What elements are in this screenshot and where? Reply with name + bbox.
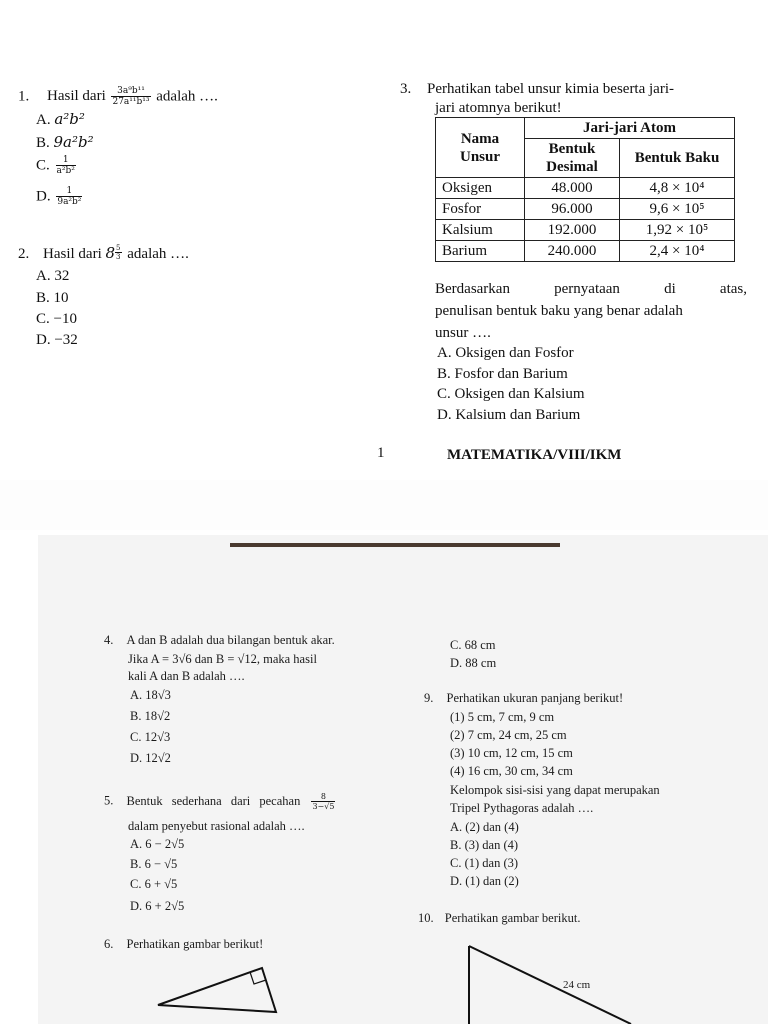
fraction-denominator: 27a¹¹b¹³ xyxy=(112,97,150,108)
question-2 xyxy=(18,244,189,264)
question-3-stem xyxy=(435,280,747,342)
question-5-line2: dalam penyebut rasional adalah …. xyxy=(128,819,305,833)
fraction-numerator: 8 xyxy=(311,792,335,802)
question-prefix: Hasil dari xyxy=(43,246,102,262)
option-label: D. xyxy=(36,188,51,205)
question-3-line2: jari atomnya berikut! xyxy=(435,100,562,116)
option-text: 6 − 2√5 xyxy=(145,837,185,851)
stem-line: unsur …. xyxy=(435,324,491,341)
option-fraction xyxy=(56,155,76,177)
question-9-line1: Kelompok sisi-sisi yang dapat merupakan xyxy=(450,783,660,797)
standard-value: 1,92 × 10⁵ xyxy=(620,220,735,241)
question-10 xyxy=(418,910,580,926)
option-text: (2) dan (4) xyxy=(465,820,519,834)
option-label: C. xyxy=(36,311,50,327)
decimal-value: 48.000 xyxy=(525,178,620,199)
option-text: 68 cm xyxy=(464,638,496,652)
column-header-decimal: Bentuk Desimal xyxy=(525,139,620,178)
q4-option-b[interactable] xyxy=(130,708,170,724)
question-line: Perhatikan tabel unsur kimia beserta jari- xyxy=(427,81,674,97)
table-row xyxy=(436,241,735,262)
q9-item: (3) 10 cm, 12 cm, 15 cm xyxy=(450,746,573,760)
option-label: D. xyxy=(130,899,143,913)
q9-item: (2) 7 cm, 24 cm, 25 cm xyxy=(450,728,567,742)
question-prefix: Hasil dari xyxy=(47,88,106,105)
option-label: C. xyxy=(450,856,462,870)
question-number: 4. xyxy=(104,633,114,647)
question-line: Perhatikan gambar berikut. xyxy=(444,911,581,925)
q3-option-d[interactable] xyxy=(437,406,580,425)
q8-option-d[interactable] xyxy=(450,655,496,671)
q9-option-d[interactable] xyxy=(450,873,519,889)
triangle-figure-q10 xyxy=(455,940,645,1024)
option-text: 6 − √5 xyxy=(144,857,178,871)
option-label: C. xyxy=(450,638,462,652)
standard-value: 4,8 × 10⁴ xyxy=(620,178,735,199)
power-base: 8 xyxy=(105,244,116,262)
q9-option-c[interactable] xyxy=(450,855,518,871)
option-label: A. xyxy=(437,345,452,361)
question-suffix: adalah …. xyxy=(156,88,218,105)
question-3 xyxy=(400,80,674,99)
q2-option-c[interactable] xyxy=(36,310,77,329)
option-label: A. xyxy=(36,268,51,284)
option-label: B. xyxy=(437,366,451,382)
option-label: C. xyxy=(437,386,451,402)
q9-option-b[interactable] xyxy=(450,837,518,853)
table-row xyxy=(436,199,735,220)
option-text: (1) dan (3) xyxy=(464,856,519,870)
fraction-numerator: 3a⁹b¹¹ xyxy=(111,86,150,97)
option-label: C. xyxy=(130,877,142,891)
option-text: (1) dan (2) xyxy=(465,874,519,888)
q2-option-b[interactable] xyxy=(36,289,69,308)
option-text: a²b² xyxy=(54,110,85,128)
question-9 xyxy=(424,690,623,706)
right-triangle-figure xyxy=(150,960,300,1024)
option-text: Oksigen dan Fosfor xyxy=(455,345,574,361)
question-6 xyxy=(104,936,263,952)
option-label: D. xyxy=(450,874,463,888)
decimal-value: 240.000 xyxy=(525,241,620,262)
option-text: 10 xyxy=(53,290,69,306)
q3-option-a[interactable] xyxy=(437,344,574,363)
option-text: Fosfor dan Barium xyxy=(454,366,568,382)
option-text: 18√2 xyxy=(144,709,171,723)
option-text: 18√3 xyxy=(145,688,171,702)
option-text: Kalsium dan Barium xyxy=(455,407,581,423)
page-gap xyxy=(0,480,768,530)
question-line: Bentuk sederhana dari pecahan xyxy=(126,793,301,808)
fraction-numerator: 1 xyxy=(56,186,82,197)
option-text: −32 xyxy=(54,332,78,348)
subject-code: MATEMATIKA/VIII/IKM xyxy=(447,447,622,463)
question-suffix: adalah …. xyxy=(127,246,189,262)
option-text: Oksigen dan Kalsium xyxy=(454,386,585,402)
question-4-line3: kali A dan B adalah …. xyxy=(128,669,245,683)
option-label: A. xyxy=(130,688,143,702)
q9-option-a[interactable] xyxy=(450,819,519,835)
q1-option-c[interactable] xyxy=(36,155,78,177)
question-line: Perhatikan ukuran panjang berikut! xyxy=(446,691,624,705)
question-4-line2: Jika A = 3√6 dan B = √12, maka hasil xyxy=(128,652,317,666)
question-9-line2: Tripel Pythagoras adalah …. xyxy=(450,801,594,815)
standard-value: 2,4 × 10⁴ xyxy=(620,241,735,262)
q4-option-a[interactable] xyxy=(130,687,171,703)
power-exponent xyxy=(115,244,121,261)
fraction xyxy=(111,86,150,108)
option-label: B. xyxy=(130,857,142,871)
question-1 xyxy=(18,86,218,108)
table-row xyxy=(436,178,735,199)
option-label: C. xyxy=(130,730,142,744)
q2-option-a[interactable] xyxy=(36,267,69,286)
question-number: 5. xyxy=(104,793,114,808)
question-number: 9. xyxy=(424,691,434,705)
option-label: C. xyxy=(36,157,50,174)
q1-option-b[interactable] xyxy=(36,133,94,153)
fraction-denominator: 3−√5 xyxy=(312,802,335,812)
q5-option-d[interactable] xyxy=(130,898,184,914)
column-header-standard: Bentuk Baku xyxy=(620,139,735,178)
q4-option-d[interactable] xyxy=(130,750,171,766)
fraction xyxy=(311,792,335,811)
q1-option-a[interactable] xyxy=(36,110,85,130)
question-line: Perhatikan gambar berikut! xyxy=(126,937,264,951)
option-label: B. xyxy=(450,838,462,852)
side-length-label: 24 cm xyxy=(563,979,591,991)
q8-option-c[interactable] xyxy=(450,637,496,653)
question-number: 2. xyxy=(18,246,30,262)
q5-option-b[interactable] xyxy=(130,856,177,872)
option-label: A. xyxy=(130,837,143,851)
q1-option-d[interactable] xyxy=(36,186,84,208)
q3-option-b[interactable] xyxy=(437,365,568,384)
option-text: 6 + 2√5 xyxy=(145,899,185,913)
atomic-radius-table xyxy=(435,117,735,262)
option-label: B. xyxy=(36,135,50,151)
question-5 xyxy=(104,792,337,811)
element-name: Oksigen xyxy=(436,178,525,199)
question-number: 3. xyxy=(400,81,412,97)
stem-line: penulisan bentuk baku yang benar adalah xyxy=(435,302,683,319)
page-edge-shadow xyxy=(230,543,560,547)
element-name: Fosfor xyxy=(436,199,525,220)
q9-item: (1) 5 cm, 7 cm, 9 cm xyxy=(450,710,555,724)
decimal-value: 96.000 xyxy=(525,199,620,220)
option-label: D. xyxy=(450,656,463,670)
question-number: 1. xyxy=(18,88,30,105)
option-text: (3) dan (4) xyxy=(464,838,519,852)
table-row xyxy=(436,220,735,241)
option-label: D. xyxy=(437,407,452,423)
question-line: A dan B adalah dua bilangan bentuk akar. xyxy=(126,633,335,647)
q5-option-c[interactable] xyxy=(130,876,177,892)
fraction-numerator: 1 xyxy=(56,155,76,166)
question-number: 10. xyxy=(418,911,434,925)
option-text: 88 cm xyxy=(465,656,497,670)
element-name: Kalsium xyxy=(436,220,525,241)
decimal-value: 192.000 xyxy=(525,220,620,241)
q5-option-a[interactable] xyxy=(130,836,184,852)
q3-option-c[interactable] xyxy=(437,385,585,404)
page-number: 1 xyxy=(377,445,385,461)
standard-value: 9,6 × 10⁵ xyxy=(620,199,735,220)
option-text: −10 xyxy=(53,311,77,327)
option-text: 9a²b² xyxy=(53,133,94,151)
fraction-denominator: a²b² xyxy=(56,166,75,177)
option-text: 6 + √5 xyxy=(144,877,178,891)
option-label: B. xyxy=(36,290,50,306)
option-label: B. xyxy=(130,709,142,723)
element-name: Barium xyxy=(436,241,525,262)
exponent-denominator: 3 xyxy=(116,253,121,262)
option-label: A. xyxy=(450,820,463,834)
option-text: 12√2 xyxy=(145,751,171,765)
table-header-row xyxy=(436,118,735,139)
q4-option-c[interactable] xyxy=(130,729,170,745)
question-4 xyxy=(104,632,335,648)
option-label: A. xyxy=(36,112,51,128)
option-text: 32 xyxy=(54,268,70,284)
option-label: D. xyxy=(36,332,51,348)
column-header-name: Nama Unsur xyxy=(436,118,525,178)
q2-option-d[interactable] xyxy=(36,331,78,350)
fraction-denominator: 9a²b² xyxy=(57,197,82,208)
option-fraction xyxy=(56,186,82,208)
question-number: 6. xyxy=(104,937,114,951)
column-header-group: Jari-jari Atom xyxy=(525,118,735,139)
q9-item: (4) 16 cm, 30 cm, 34 cm xyxy=(450,764,573,778)
option-label: D. xyxy=(130,751,143,765)
option-text: 12√3 xyxy=(144,730,171,744)
stem-line: Berdasarkan pernyataan di atas, xyxy=(435,281,747,297)
exponent-numerator: 5 xyxy=(116,244,121,252)
